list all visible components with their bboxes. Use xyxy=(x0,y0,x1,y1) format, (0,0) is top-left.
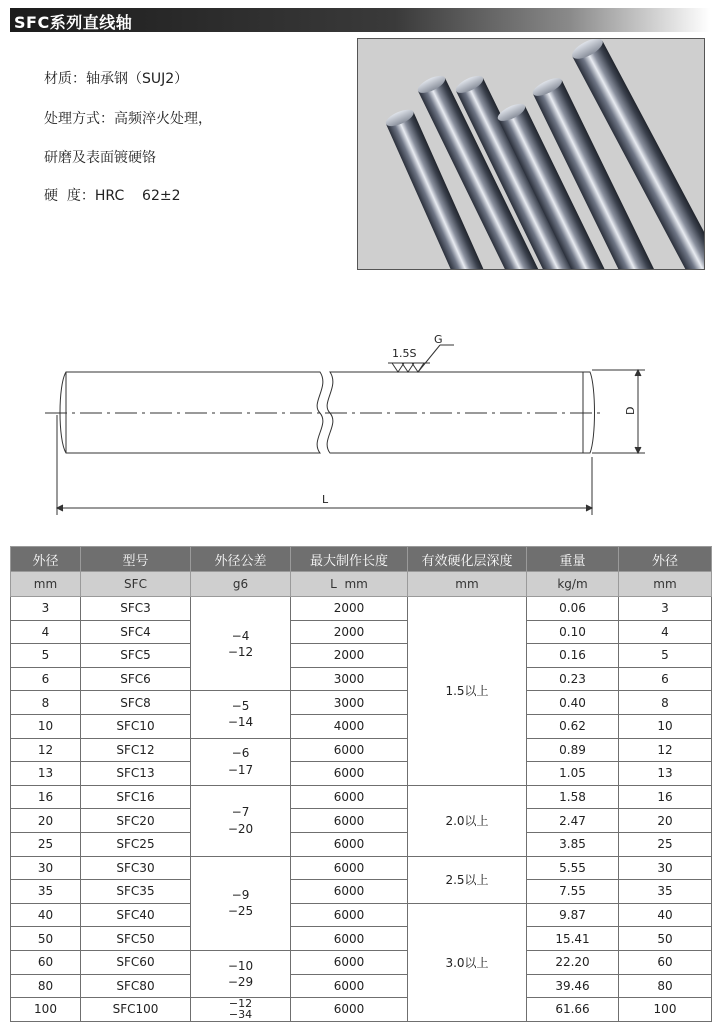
max-length-cell: 2000 xyxy=(291,597,408,621)
table-row xyxy=(11,880,712,904)
tolerance-symbol: G xyxy=(434,333,443,346)
max-length-cell: 3000 xyxy=(291,667,408,691)
outer-diameter-cell: 4 xyxy=(619,620,712,644)
outer-diameter-cell: 13 xyxy=(619,762,712,786)
model-cell: SFC20 xyxy=(81,809,191,833)
outer-diameter-cell: 13 xyxy=(11,762,81,786)
outer-diameter-cell: 8 xyxy=(11,691,81,715)
weight-cell: 0.16 xyxy=(527,644,619,668)
outer-diameter-cell: 40 xyxy=(619,903,712,927)
model-cell: SFC12 xyxy=(81,738,191,762)
tolerance-lower: −14 xyxy=(227,715,254,730)
tolerance-lower: −17 xyxy=(227,762,254,777)
header-cell: 外径公差 xyxy=(191,547,291,572)
diameter-label: D xyxy=(624,406,637,415)
table-row xyxy=(11,597,712,621)
outer-diameter-cell: 12 xyxy=(619,738,712,762)
outer-diameter-cell: 12 xyxy=(11,738,81,762)
outer-diameter-cell: 4 xyxy=(11,620,81,644)
weight-cell: 7.55 xyxy=(527,880,619,904)
max-length-cell: 4000 xyxy=(291,714,408,738)
weight-cell: 0.62 xyxy=(527,714,619,738)
table-row xyxy=(11,667,712,691)
max-length-cell: 6000 xyxy=(291,809,408,833)
hardening-depth-cell: 1.5以上 xyxy=(408,597,527,786)
tolerance-upper: −12 xyxy=(228,997,253,1011)
model-cell: SFC30 xyxy=(81,856,191,880)
weight-cell: 1.58 xyxy=(527,785,619,809)
outer-diameter-cell: 60 xyxy=(11,950,81,974)
model-cell: SFC80 xyxy=(81,974,191,998)
outer-diameter-cell: 6 xyxy=(619,667,712,691)
max-length-cell: 3000 xyxy=(291,691,408,715)
unit-cell: mm xyxy=(408,572,527,597)
header-cell: 有效硬化层深度 xyxy=(408,547,527,572)
model-cell: SFC13 xyxy=(81,762,191,786)
outer-diameter-cell: 6 xyxy=(11,667,81,691)
unit-cell: mm xyxy=(11,572,81,597)
outer-diameter-cell: 20 xyxy=(619,809,712,833)
outer-diameter-cell: 100 xyxy=(619,998,712,1022)
outer-diameter-cell: 100 xyxy=(11,998,81,1022)
table-row xyxy=(11,927,712,951)
model-cell: SFC100 xyxy=(81,998,191,1022)
outer-diameter-cell: 8 xyxy=(619,691,712,715)
table-row xyxy=(11,998,712,1022)
outer-diameter-cell: 3 xyxy=(619,597,712,621)
max-length-cell: 2000 xyxy=(291,620,408,644)
outer-diameter-cell: 30 xyxy=(619,856,712,880)
spec-finish: 研磨及表面镀硬铬 xyxy=(44,150,156,166)
max-length-cell: 2000 xyxy=(291,644,408,668)
tolerance-cell xyxy=(191,856,291,950)
weight-cell: 3.85 xyxy=(527,832,619,856)
outer-diameter-cell: 40 xyxy=(11,903,81,927)
model-cell: SFC6 xyxy=(81,667,191,691)
outer-diameter-cell: 5 xyxy=(11,644,81,668)
tolerance-upper: −5 xyxy=(231,699,250,714)
max-length-cell: 6000 xyxy=(291,880,408,904)
tolerance-cell xyxy=(191,691,291,738)
tolerance-cell xyxy=(191,785,291,856)
max-length-cell: 6000 xyxy=(291,927,408,951)
shafts-illustration xyxy=(358,39,705,270)
outer-diameter-cell: 80 xyxy=(11,974,81,998)
table-row xyxy=(11,856,712,880)
weight-cell: 22.20 xyxy=(527,950,619,974)
table-header-row xyxy=(11,547,712,572)
tolerance-lower: −25 xyxy=(227,904,254,919)
max-length-cell: 6000 xyxy=(291,998,408,1022)
max-length-cell: 6000 xyxy=(291,738,408,762)
weight-cell: 39.46 xyxy=(527,974,619,998)
weight-cell: 0.40 xyxy=(527,691,619,715)
outer-diameter-cell: 5 xyxy=(619,644,712,668)
model-cell: SFC50 xyxy=(81,927,191,951)
outer-diameter-cell: 20 xyxy=(11,809,81,833)
outer-diameter-cell: 16 xyxy=(11,785,81,809)
outer-diameter-cell: 30 xyxy=(11,856,81,880)
header-cell: 最大制作长度 xyxy=(291,547,408,572)
unit-cell: kg/m xyxy=(527,572,619,597)
unit-cell: mm xyxy=(619,572,712,597)
table-row xyxy=(11,974,712,998)
weight-cell: 0.06 xyxy=(527,597,619,621)
table-row xyxy=(11,620,712,644)
table-row xyxy=(11,950,712,974)
spec-treatment: 处理方式：高频淬火处理， xyxy=(44,111,212,127)
tolerance-cell xyxy=(191,950,291,997)
max-length-cell: 6000 xyxy=(291,856,408,880)
table-row xyxy=(11,691,712,715)
outer-diameter-cell: 50 xyxy=(619,927,712,951)
header-cell: 重量 xyxy=(527,547,619,572)
table-row xyxy=(11,832,712,856)
page-title: SFC系列直线轴 xyxy=(14,13,133,32)
max-length-cell: 6000 xyxy=(291,950,408,974)
weight-cell: 0.10 xyxy=(527,620,619,644)
max-length-cell: 6000 xyxy=(291,762,408,786)
model-cell: SFC4 xyxy=(81,620,191,644)
outer-diameter-cell: 25 xyxy=(619,832,712,856)
model-cell: SFC10 xyxy=(81,714,191,738)
spec-table xyxy=(10,546,712,1022)
model-cell: SFC60 xyxy=(81,950,191,974)
model-cell: SFC40 xyxy=(81,903,191,927)
product-photo xyxy=(357,38,705,270)
outer-diameter-cell: 80 xyxy=(619,974,712,998)
weight-cell: 15.41 xyxy=(527,927,619,951)
table-row xyxy=(11,903,712,927)
weight-cell: 2.47 xyxy=(527,809,619,833)
tolerance-upper: −4 xyxy=(231,628,250,643)
header-cell: 外径 xyxy=(11,547,81,572)
weight-cell: 61.66 xyxy=(527,998,619,1022)
max-length-cell: 6000 xyxy=(291,785,408,809)
unit-cell: SFC xyxy=(81,572,191,597)
tolerance-lower: −34 xyxy=(228,1008,253,1022)
tolerance-lower: −12 xyxy=(227,644,254,659)
outer-diameter-cell: 35 xyxy=(619,880,712,904)
header-cell: 型号 xyxy=(81,547,191,572)
unit-cell: g6 xyxy=(191,572,291,597)
table-row xyxy=(11,714,712,738)
weight-cell: 0.23 xyxy=(527,667,619,691)
weight-cell: 0.89 xyxy=(527,738,619,762)
outer-diameter-cell: 10 xyxy=(11,714,81,738)
spec-material: 材质：轴承钢（SUJ2） xyxy=(44,71,189,87)
table-row xyxy=(11,809,712,833)
max-length-cell: 6000 xyxy=(291,974,408,998)
model-cell: SFC3 xyxy=(81,597,191,621)
weight-cell: 1.05 xyxy=(527,762,619,786)
outer-diameter-cell: 16 xyxy=(619,785,712,809)
table-row xyxy=(11,644,712,668)
weight-cell: 9.87 xyxy=(527,903,619,927)
tolerance-upper: −6 xyxy=(231,746,250,761)
model-cell: SFC35 xyxy=(81,880,191,904)
shaft-drawing xyxy=(0,325,720,525)
tolerance-lower: −29 xyxy=(227,975,254,989)
roughness-label: 1.5S xyxy=(392,347,417,360)
max-length-cell: 6000 xyxy=(291,832,408,856)
spec-hardness: 硬 度：HRC 62±2 xyxy=(44,188,181,204)
outer-diameter-cell: 50 xyxy=(11,927,81,951)
header-cell: 外径 xyxy=(619,547,712,572)
tolerance-cell xyxy=(191,998,291,1022)
table-row xyxy=(11,738,712,762)
outer-diameter-cell: 10 xyxy=(619,714,712,738)
outer-diameter-cell: 35 xyxy=(11,880,81,904)
outer-diameter-cell: 3 xyxy=(11,597,81,621)
tolerance-cell xyxy=(191,738,291,785)
table-row xyxy=(11,762,712,786)
tolerance-upper: −7 xyxy=(231,805,250,820)
title-bar xyxy=(10,8,710,32)
model-cell: SFC5 xyxy=(81,644,191,668)
hardening-depth-cell: 2.5以上 xyxy=(408,856,527,903)
table-row xyxy=(11,785,712,809)
outer-diameter-cell: 25 xyxy=(11,832,81,856)
length-label: L xyxy=(322,493,329,506)
model-cell: SFC8 xyxy=(81,691,191,715)
tolerance-lower: −20 xyxy=(227,821,254,836)
model-cell: SFC25 xyxy=(81,832,191,856)
hardening-depth-cell: 3.0以上 xyxy=(408,903,527,1021)
model-cell: SFC16 xyxy=(81,785,191,809)
outer-diameter-cell: 60 xyxy=(619,950,712,974)
tolerance-upper: −10 xyxy=(227,958,254,973)
hardening-depth-cell: 2.0以上 xyxy=(408,785,527,856)
weight-cell: 5.55 xyxy=(527,856,619,880)
unit-cell: L mm xyxy=(291,572,408,597)
tolerance-upper: −9 xyxy=(231,888,250,903)
tolerance-cell xyxy=(191,597,291,691)
table-unit-row xyxy=(11,572,712,597)
max-length-cell: 6000 xyxy=(291,903,408,927)
